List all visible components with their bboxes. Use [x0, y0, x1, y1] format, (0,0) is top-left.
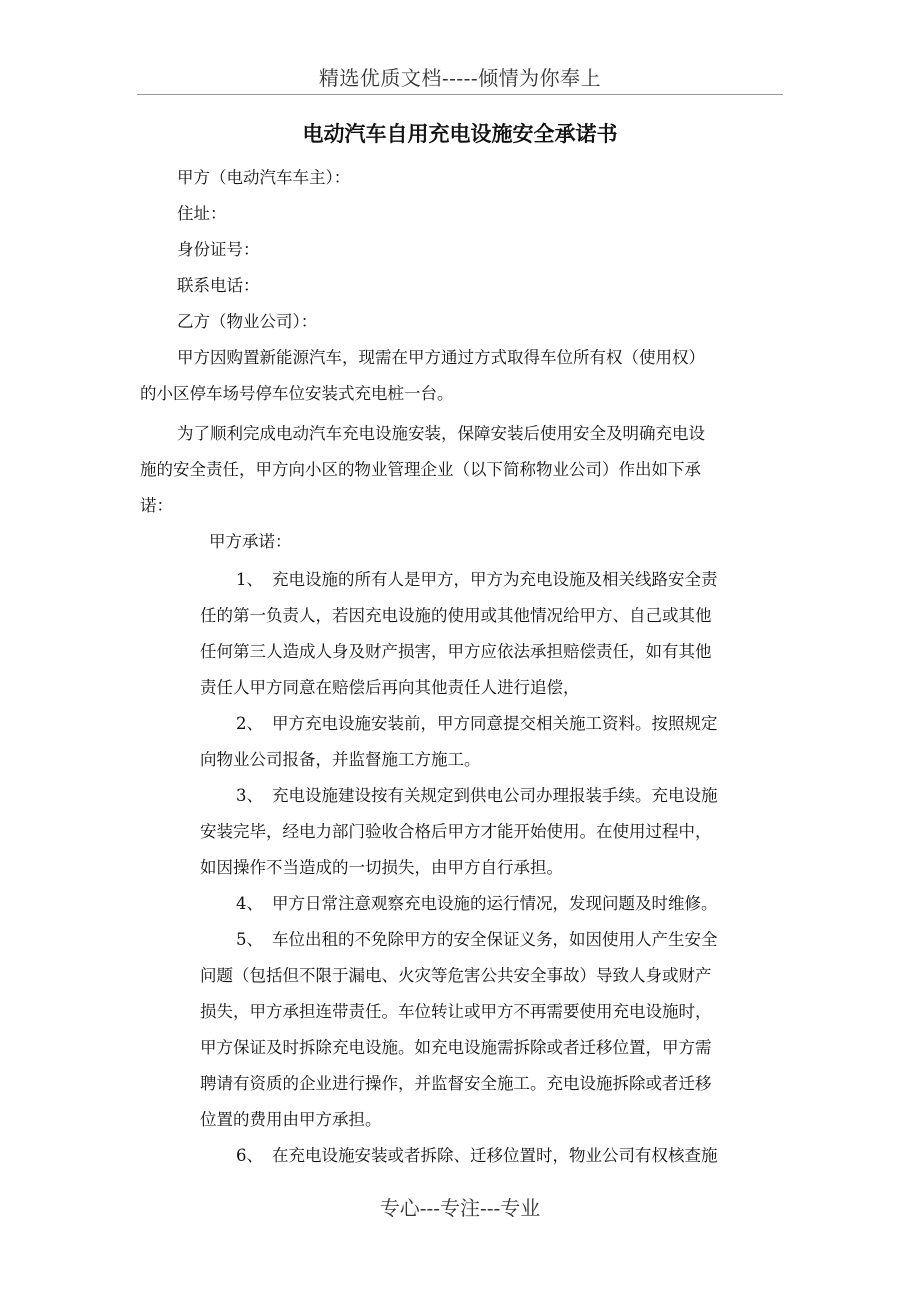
- item-text: 甲方日常注意观察充电设施的运行情况，发现问题及时维修。: [272, 894, 718, 913]
- item-5-line-2: 问题（包括但不限于漏电、火灾等危害公共安全事故）导致人身或财产: [200, 966, 712, 985]
- field-party-b: 乙方（物业公司）：: [177, 312, 318, 331]
- item-5-line-1: [236, 922, 718, 958]
- item-number: 3、: [236, 786, 263, 805]
- header-divider: [137, 94, 783, 95]
- item-1-line-2: 任的第一负责人，若因充电设施的使用或其他情况给甲方、自己或其他: [200, 606, 712, 625]
- item-5-line-6: 位置的费用由甲方承担。: [200, 1110, 382, 1129]
- field-address: 住址：: [177, 204, 227, 223]
- document-title: 电动汽车自用充电设施安全承诺书: [302, 122, 618, 146]
- paragraph-2-line-2: 施的安全责任，甲方向小区的物业管理企业（以下简称物业公司）作出如下承: [140, 460, 701, 479]
- item-5-line-5: 聘请有资质的企业进行操作，并监督安全施工。充电设施拆除或者迁移: [200, 1074, 712, 1093]
- item-number: 5、: [236, 930, 263, 949]
- item-text: 充电设施建设按有关规定到供电公司办理报装手续。充电设施: [272, 786, 718, 805]
- item-4-line-1: [236, 886, 718, 922]
- item-number: 2、: [236, 714, 263, 733]
- paragraph-2-line-3: 诺：: [140, 496, 173, 515]
- item-number: 6、: [236, 1146, 263, 1165]
- paragraph-1-line-2: 的小区停车场号停车位安装式充电桩一台。: [140, 384, 454, 403]
- item-2-line-2: 向物业公司报备，并监督施工方施工。: [200, 750, 481, 769]
- commitment-heading: 甲方承诺：: [209, 532, 292, 551]
- item-3-line-3: 如因操作不当造成的一切损失，由甲方自行承担。: [200, 858, 563, 877]
- item-text: 甲方充电设施安装前，甲方同意提交相关施工资料。按照规定: [272, 714, 718, 733]
- item-text: 充电设施的所有人是甲方，甲方为充电设施及相关线路安全责: [272, 570, 718, 589]
- item-2-line-1: [236, 706, 718, 742]
- paragraph-2-line-1: 为了顺利完成电动汽车充电设施安装，保障安装后使用安全及明确充电设: [177, 424, 705, 443]
- field-phone: 联系电话：: [177, 276, 260, 295]
- item-number: 1、: [236, 570, 263, 589]
- page-footer: 专心---专注---专业: [379, 1196, 541, 1220]
- item-text: 车位出租的不免除甲方的安全保证义务，如因使用人产生安全: [272, 930, 718, 949]
- item-1-line-1: [236, 562, 718, 598]
- item-3-line-2: 安装完毕，经电力部门验收合格后甲方才能开始使用。在使用过程中，: [200, 822, 712, 841]
- item-number: 4、: [236, 894, 263, 913]
- item-3-line-1: [236, 778, 718, 814]
- item-6-line-1: [236, 1138, 718, 1174]
- page-header: 精选优质文档-----倾情为你奉上: [318, 66, 602, 90]
- item-1-line-3: 任何第三人造成人身及财产损害，甲方应依法承担赔偿责任，如有其他: [200, 642, 712, 661]
- item-1-line-4: 责任人甲方同意在赔偿后再向其他责任人进行追偿，: [200, 678, 580, 697]
- item-5-line-4: 甲方保证及时拆除充电设施。如充电设施需拆除或者迁移位置，甲方需: [200, 1038, 712, 1057]
- field-id-number: 身份证号：: [177, 240, 260, 259]
- paragraph-1-line-1: 甲方因购置新能源汽车，现需在甲方通过方式取得车位所有权（使用权）: [177, 348, 705, 367]
- field-party-a: 甲方（电动汽车车主）：: [177, 168, 351, 187]
- item-text: 在充电设施安装或者拆除、迁移位置时，物业公司有权核查施: [272, 1146, 718, 1165]
- item-5-line-3: 损失，甲方承担连带责任。车位转让或甲方不再需要使用充电设施时，: [200, 1002, 712, 1021]
